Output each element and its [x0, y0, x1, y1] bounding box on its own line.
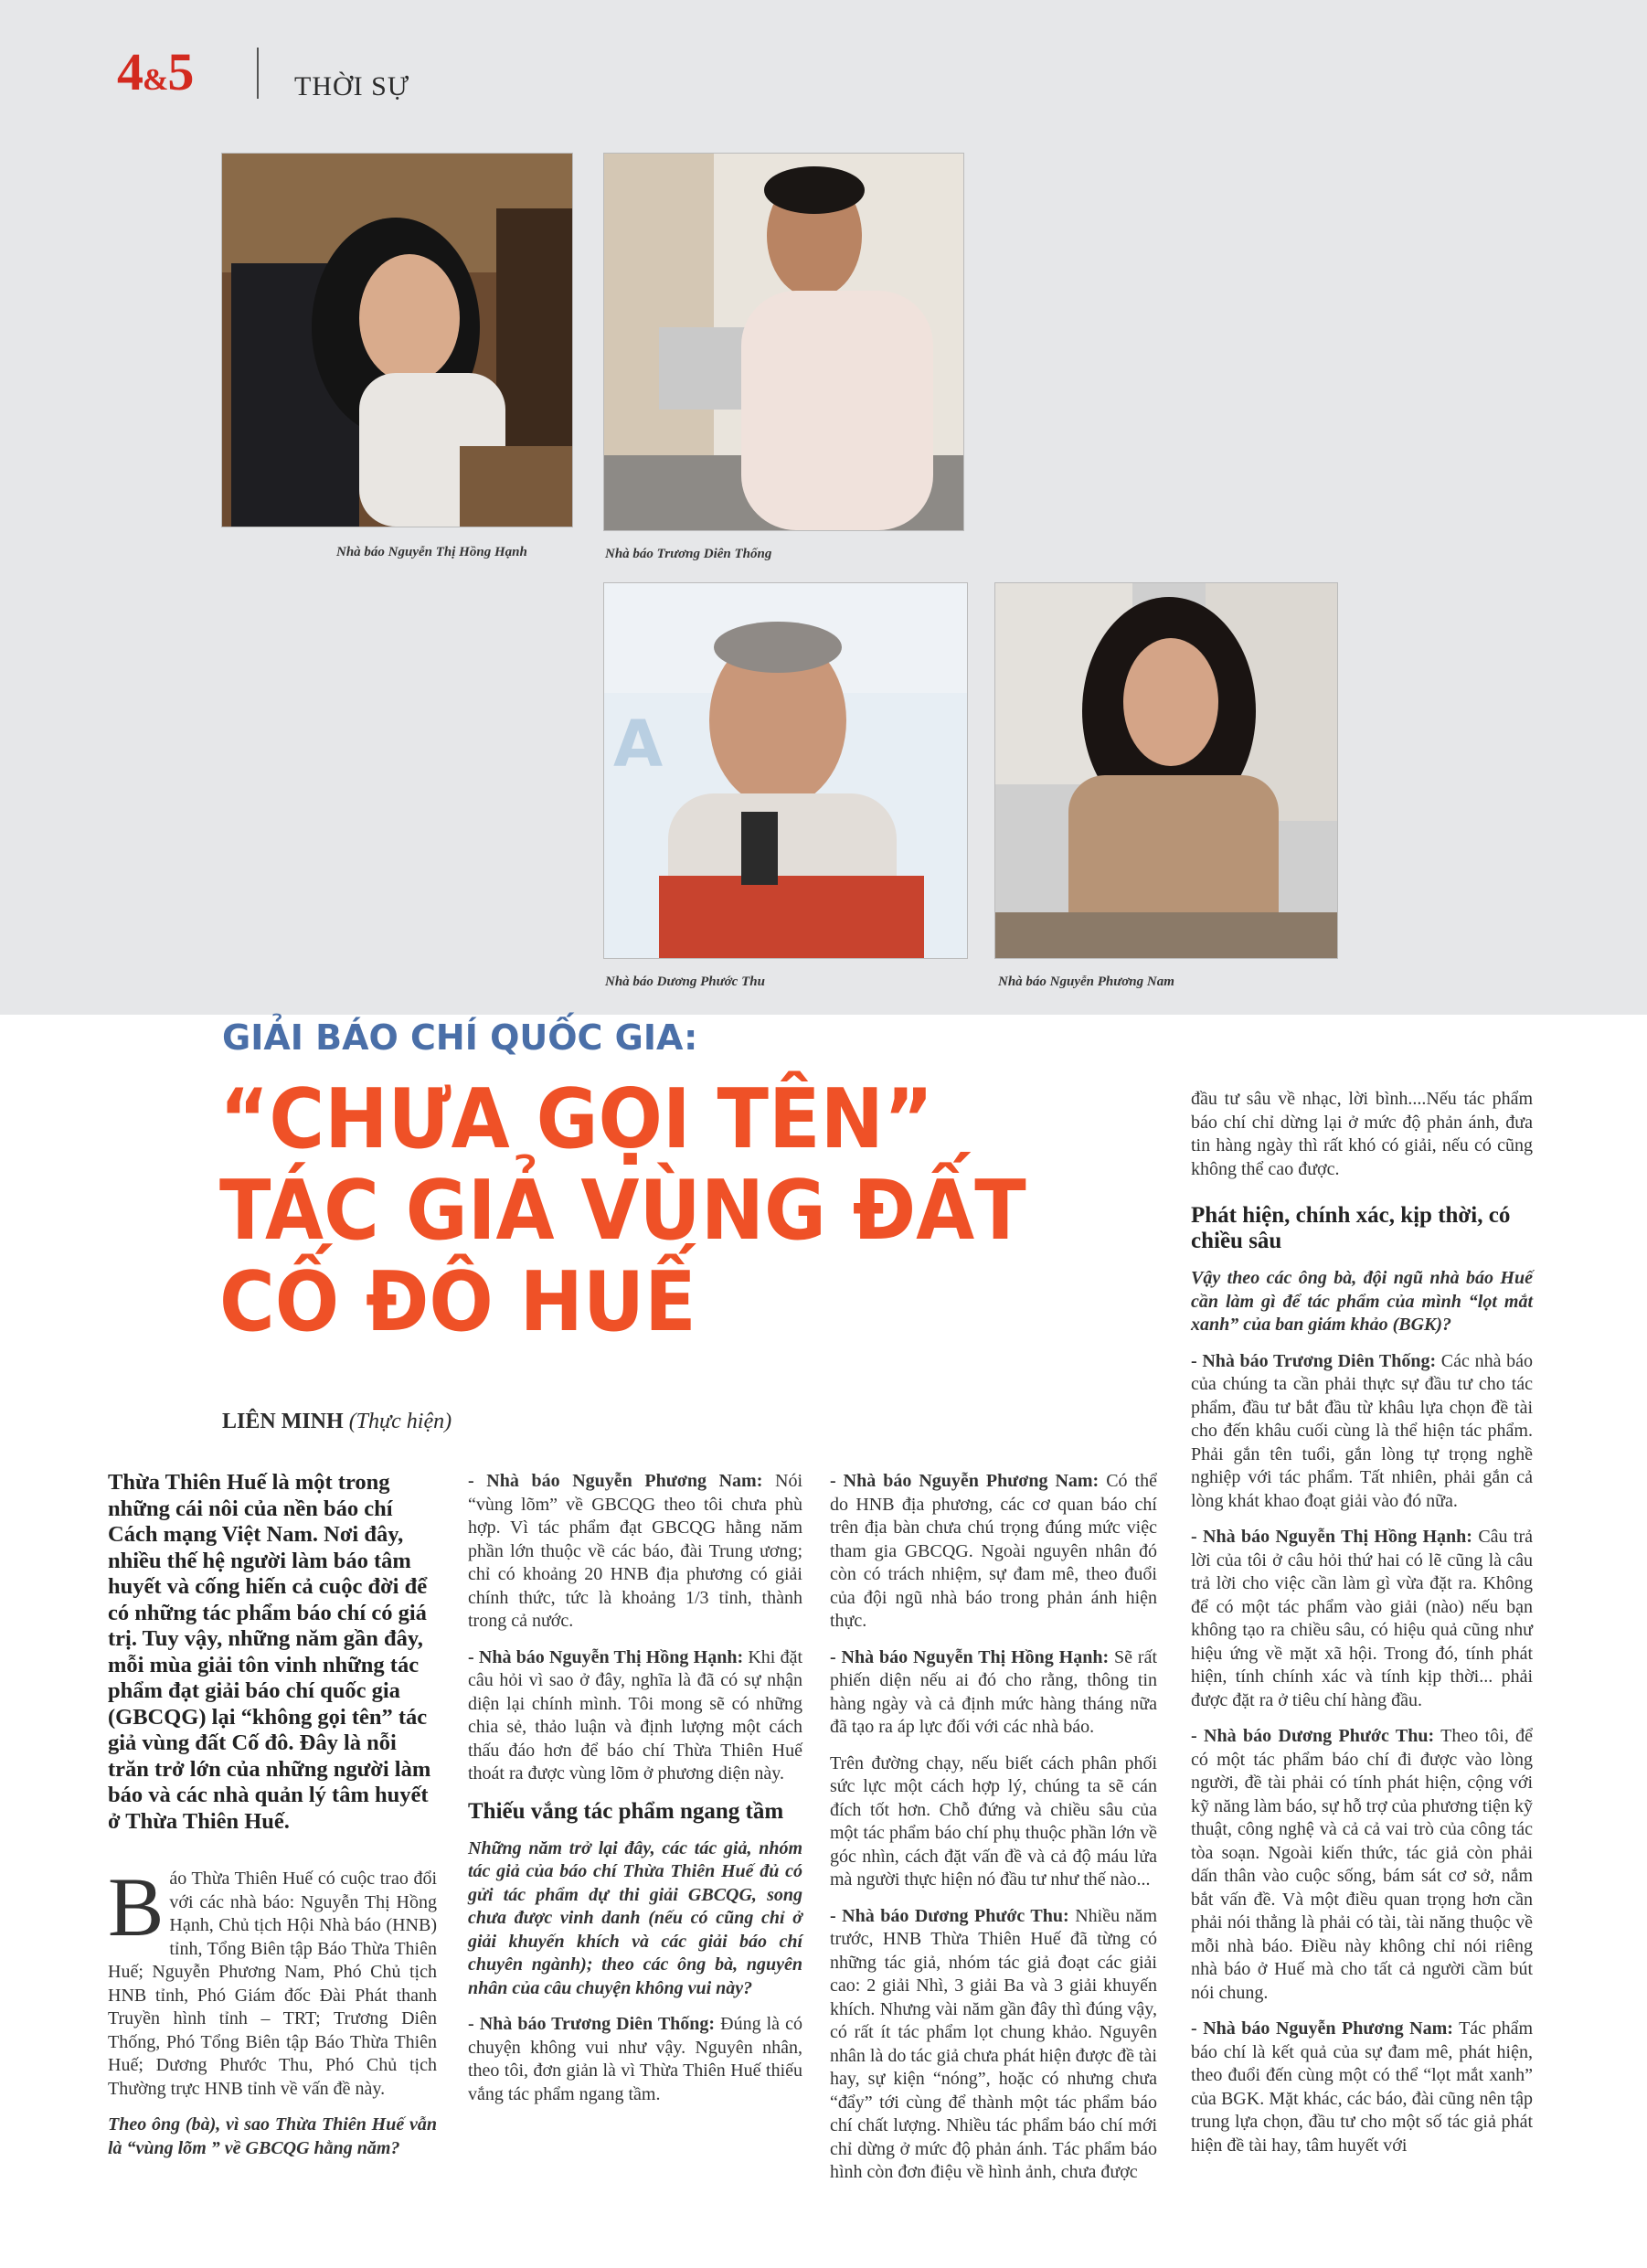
headline-line-1: “CHƯA GỌI TÊN” [219, 1071, 934, 1167]
subheading: Phát hiện, chính xác, kịp thời, có chiều sâu [1191, 1203, 1511, 1253]
photo-nguyen-phuong-nam [994, 582, 1338, 959]
answer-paragraph: - Nhà báo Nguyễn Phương Nam: Có thể do HNB địa phương, các cơ quan báo chí trên địa bàn chưa chú trọng đúng mức việc tham gia GBCQG. Ngoài nguyên nhân đó còn có trách nhiệm, sự đam mê, theo đuổi của đội ngũ nhà báo trong phản ánh hiện thực. [830, 1471, 1157, 1631]
headline-line-3: CỐ ĐÔ HUẾ [219, 1254, 696, 1350]
page-number: 4&5 [117, 42, 194, 101]
article-headline [219, 1071, 1026, 1350]
answer-paragraph: - Nhà báo Dương Phước Thu: Theo tôi, để có một tác phẩm báo chí đi được vào lòng người, đề tài phải có tính phát hiện, cộng với kỹ năng làm báo, sự hỗ trợ của phương tiện kỹ thuật, công nghệ và cả cả vai trò của công tác tòa soạn. Ngoài kiến thức, tác giả còn phải dấn thân vào cuộc sống, bám sát cơ sở, nắm bắt vấn đề. Và một điều quan trọng hơn cần phải nói thẳng là phải có tài, tài năng thuộc về mỗi nhà báo. Điều này không chỉ nói riêng nhà báo ở Huế mà cho tất cả người cầm bút nói chung. [1191, 1726, 1533, 2003]
subheading: Thiếu vắng tác phẩm ngang tầm [468, 1798, 784, 1824]
photo-caption: Nhà báo Trương Diên Thống [605, 547, 772, 561]
section-title: THỜI SỰ [294, 71, 410, 101]
question: Những năm trở lại đây, các tác giả, nhóm tác giả của báo chí Thừa Thiên Huế đủ có gửi tác phẩm dự thi giải GBCQG, song chưa được vinh danh (nếu có cũng chỉ ở giải khuyến khích và các giải báo chí chuyên ngành); theo các ông bà, nguyên nhân của câu chuyện không vui này? [468, 1837, 802, 1998]
photo-nguyen-thi-hong-hanh [221, 153, 573, 527]
article-kicker: GIẢI BÁO CHÍ QUỐC GIA: [222, 1017, 698, 1058]
photo-caption: Nhà báo Nguyễn Phương Nam [998, 974, 1174, 989]
column-2 [468, 1470, 802, 2119]
answer-paragraph: - Nhà báo Nguyễn Phương Nam: Nói “vùng lõm” về GBCQG theo tôi chưa phù hợp. Vì tác phẩm đạt GBCQG hằng năm phần lớn thuộc về các báo, đài Trung ương; chỉ có khoảng 20 HNB địa phương có giải chính thức, tức là khoảng 1/3 tỉnh, thành trong cả nước. [468, 1471, 803, 1631]
column-1 [108, 1470, 437, 2173]
question: Vậy theo các ông bà, đội ngũ nhà báo Huế cần làm gì để tác phẩm của mình “lọt mắt xanh” của ban giám khảo (BGK)? [1191, 1268, 1533, 1335]
column-3 [830, 1470, 1157, 2198]
question: Theo ông (bà), vì sao Thừa Thiên Huế vẫn là “vùng lõm ” về GBCQG hằng năm? [108, 2114, 437, 2158]
answer-paragraph: - Nhà báo Nguyễn Thị Hồng Hạnh: Khi đặt câu hỏi vì sao ở đây, nghĩa là đã có sự nhận diện lại chính mình. Tôi mong sẽ có những chia sẻ, thảo luận và định lượng một cách thấu đáo hơn để báo chí Thừa Thiên Huế thoát ra được vùng lõm ở phương diện này. [468, 1646, 803, 1784]
byline: LIÊN MINH (Thực hiện) [222, 1410, 452, 1433]
intro-paragraph: Báo Thừa Thiên Huế có cuộc trao đổi với các nhà báo: Nguyễn Thị Hồng Hạnh, Chủ tịch Hội Nhà báo (HNB) tỉnh, Tổng Biên tập Báo Thừa Thiên Huế; Nguyễn Phương Nam, Phó Chủ tịch HNB tỉnh, Phó Giám đốc Đài Phát thanh Truyền hình tỉnh – TRT; Trương Diên Thống, Phó Tổng Biên tập Báo Thừa Thiên Huế; Dương Phước Thu, Phó Chủ tịch Thường trực HNB tỉnh về vấn đề này. [108, 1860, 437, 2099]
answer-paragraph: - Nhà báo Trương Diên Thống: Các nhà báo của chúng ta cần phải thực sự đầu tư cho tác phẩm, đầu tư bắt đầu từ khâu lựa chọn đề tài cho đến khâu cuối cùng là thể hiện tác phẩm. Phải gắn tên tuổi, gắn lòng tự trọng nghề nghiệp với tác phẩm. Tất nhiên, phải gắn cả lòng khát khao đoạt giải vào đó nữa. [1191, 1350, 1533, 1511]
headline-line-2: TÁC GIẢ VÙNG ĐẤT [219, 1163, 1026, 1259]
svg-text:A: A [613, 707, 664, 782]
answer-paragraph: - Nhà báo Trương Diên Thống: Đúng là có chuyện không vui như vậy. Nguyên nhân, theo tôi, đơn giản là vì Thừa Thiên Huế thiếu vắng tác phẩm ngang tầm. [468, 2014, 802, 2104]
answer-paragraph: - Nhà báo Nguyễn Thị Hồng Hạnh: Sẽ rất phiến diện nếu ai đó cho rằng, thông tin hàng ngày và cả định mức hàng tháng nữa đã tạo ra áp lực đối với các nhà báo. [830, 1646, 1157, 1737]
photo-duong-phuoc-thu [603, 582, 968, 959]
answer-paragraph: đầu tư sâu về nhạc, lời bình....Nếu tác phẩm báo chí chỉ dừng lại ở mức độ phản ánh, đưa tin hàng ngày thì rất khó có giải, nếu có cũng không thể cao được. [1191, 1089, 1533, 1179]
lead-paragraph: Thừa Thiên Huế là một trong những cái nôi của nền báo chí Cách mạng Việt Nam. Nơi đây, nhiều thế hệ người làm báo tâm huyết và cống hiến cả cuộc đời để có những tác phẩm báo chí có giá trị. Tuy vậy, những năm gần đây, mỗi mùa giải tôn vinh những tác phẩm đạt giải báo chí quốc gia (GBCQG) lại “không gọi tên” tác giả vùng đất Cố đô. Đây là nỗi trăn trở lớn của những người làm báo và các nhà quản lý tâm huyết ở Thừa Thiên Huế. [108, 1470, 431, 1834]
answer-paragraph: - Nhà báo Nguyễn Phương Nam: Tác phẩm báo chí là kết quả của sự đam mê, phát hiện, theo đuổi đến cùng một có thể “lọt mắt xanh” của BGK. Mặt khác, các báo, đài cũng nên tập trung lựa chọn, đầu tư cho một số tác giả phát hiện đề tài hay, tâm huyết với [1191, 2018, 1534, 2156]
photo-truong-dien-thong [603, 153, 964, 531]
answer-paragraph: Trên đường chạy, nếu biết cách phân phối sức lực một cách hợp lý, chúng ta sẽ cán đích tốt hơn. Chỗ đứng và chiều sâu của một tác phẩm báo chí phụ thuộc phần lớn về góc nhìn, cách đặt vấn đề và cả độ máu lửa mà người thực hiện nó đầu tư như thế nào... [830, 1752, 1157, 1890]
answer-paragraph: - Nhà báo Nguyễn Thị Hồng Hạnh: Câu trả lời của tôi ở câu hỏi thứ hai có lẽ cũng là câu trả lời cho việc cần làm gì vừa đặt ra. Không để có một tác phẩm vào giải (nào) nếu bạn không tạo ra chiều sâu, có hiệu quả cũng như hiệu ứng về mặt xã hội. Trong đó, tính phát hiện, tính chính xác và tính kịp thời... phải được đặt ra ở tiêu chí hàng đầu. [1191, 1527, 1534, 1710]
photo-caption: Nhà báo Dương Phước Thu [605, 974, 765, 989]
column-4 [1191, 1088, 1533, 2170]
photo-caption: Nhà báo Nguyễn Thị Hồng Hạnh [336, 545, 527, 559]
drop-cap: B [108, 1860, 165, 1954]
answer-paragraph: - Nhà báo Dương Phước Thu: Nhiều năm trước, HNB Thừa Thiên Huế đã từng có những tác giả, nhóm tác giả đoạt các giải cao: 2 giải Nhì, 3 giải Ba và 3 giải khuyến khích. Nhưng vài năm gần đây thì đúng vậy, có rất ít tác phẩm lọt chung khảo. Nguyên nhân là do tác giả chưa phát hiện được đề tài hay, sự kiện “nóng”, hoặc có nhưng chưa “đẩy” tới cùng để thành một tác phẩm báo chí chất lượng. Nhiều tác phẩm báo chí mới chỉ dừng ở mức độ phản ánh. Tác phẩm báo hình còn đơn điệu về hình ảnh, chưa được [830, 1905, 1158, 2182]
header-divider [257, 48, 259, 99]
